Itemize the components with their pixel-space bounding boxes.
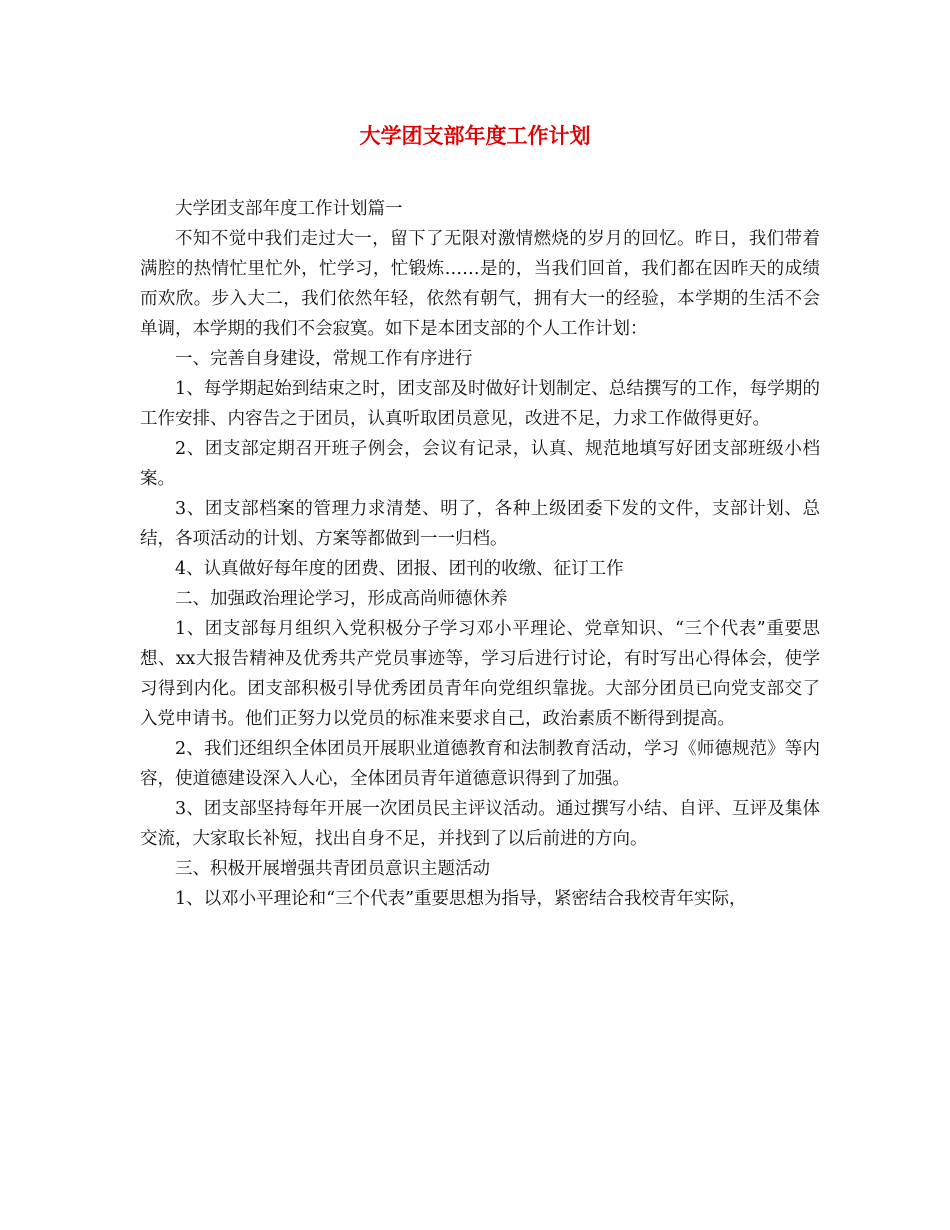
body-paragraph: 4、认真做好每年度的团费、团报、团刊的收缴、征订工作	[175, 559, 624, 579]
body-paragraph: 1、每学期起始到结束之时，团支部及时做好计划制定、总结撰写的工作，每学期的工作安排、内容告之于团员，认真听取团员意见，改进不足，力求工作做得更好。	[140, 379, 820, 429]
body-paragraph: 1、以邓小平理论和“三个代表”重要思想为指导，紧密结合我校青年实际，	[175, 889, 747, 909]
body-paragraph: 2、团支部定期召开班子例会，会议有记录，认真、规范地填写好团支部班级小档案。	[140, 439, 820, 489]
document-title: 大学团支部年度工作计划	[359, 123, 591, 148]
section-heading: 三、积极开展增强共青团员意识主题活动	[175, 859, 490, 879]
body-paragraph: 1、团支部每月组织入党积极分子学习邓小平理论、党章知识、“三个代表”重要思想、xx大报告精神及优秀共产党员事迹等，学习后进行讨论，有时写出心得体会，使学习得到内化。团支部积极引导优秀团员青年向党组织靠拢。大部分团员已向党支部交了入党申请书。他们正努力以党员的标准来要求自己，政治素质不断得到提高。	[140, 619, 820, 729]
body-paragraph: 3、团支部坚持每年开展一次团员民主评议活动。通过撰写小结、自评、互评及集体交流，大家取长补短，找出自身不足，并找到了以后前进的方向。	[140, 799, 820, 849]
section-heading: 一、完善自身建设，常规工作有序进行	[175, 349, 473, 369]
section-heading: 大学团支部年度工作计划篇一	[175, 199, 403, 219]
document-body	[140, 194, 820, 914]
body-paragraph: 2、我们还组织全体团员开展职业道德教育和法制教育活动，学习《师德规范》等内容，使道德建设深入人心，全体团员青年道德意识得到了加强。	[140, 739, 820, 789]
body-paragraph: 3、团支部档案的管理力求清楚、明了，各种上级团委下发的文件，支部计划、总结，各项活动的计划、方案等都做到一一归档。	[140, 499, 820, 549]
section-heading: 二、加强政治理论学习，形成高尚师德休养	[175, 589, 508, 609]
body-paragraph: 不知不觉中我们走过大一，留下了无限对激情燃烧的岁月的回忆。昨日，我们带着满腔的热情忙里忙外，忙学习，忙锻炼……是的，当我们回首，我们都在因昨天的成绩而欢欣。步入大二，我们依然年轻，依然有朝气，拥有大一的经验，本学期的生活不会单调，本学期的我们不会寂寞。如下是本团支部的个人工作计划：	[140, 229, 820, 339]
